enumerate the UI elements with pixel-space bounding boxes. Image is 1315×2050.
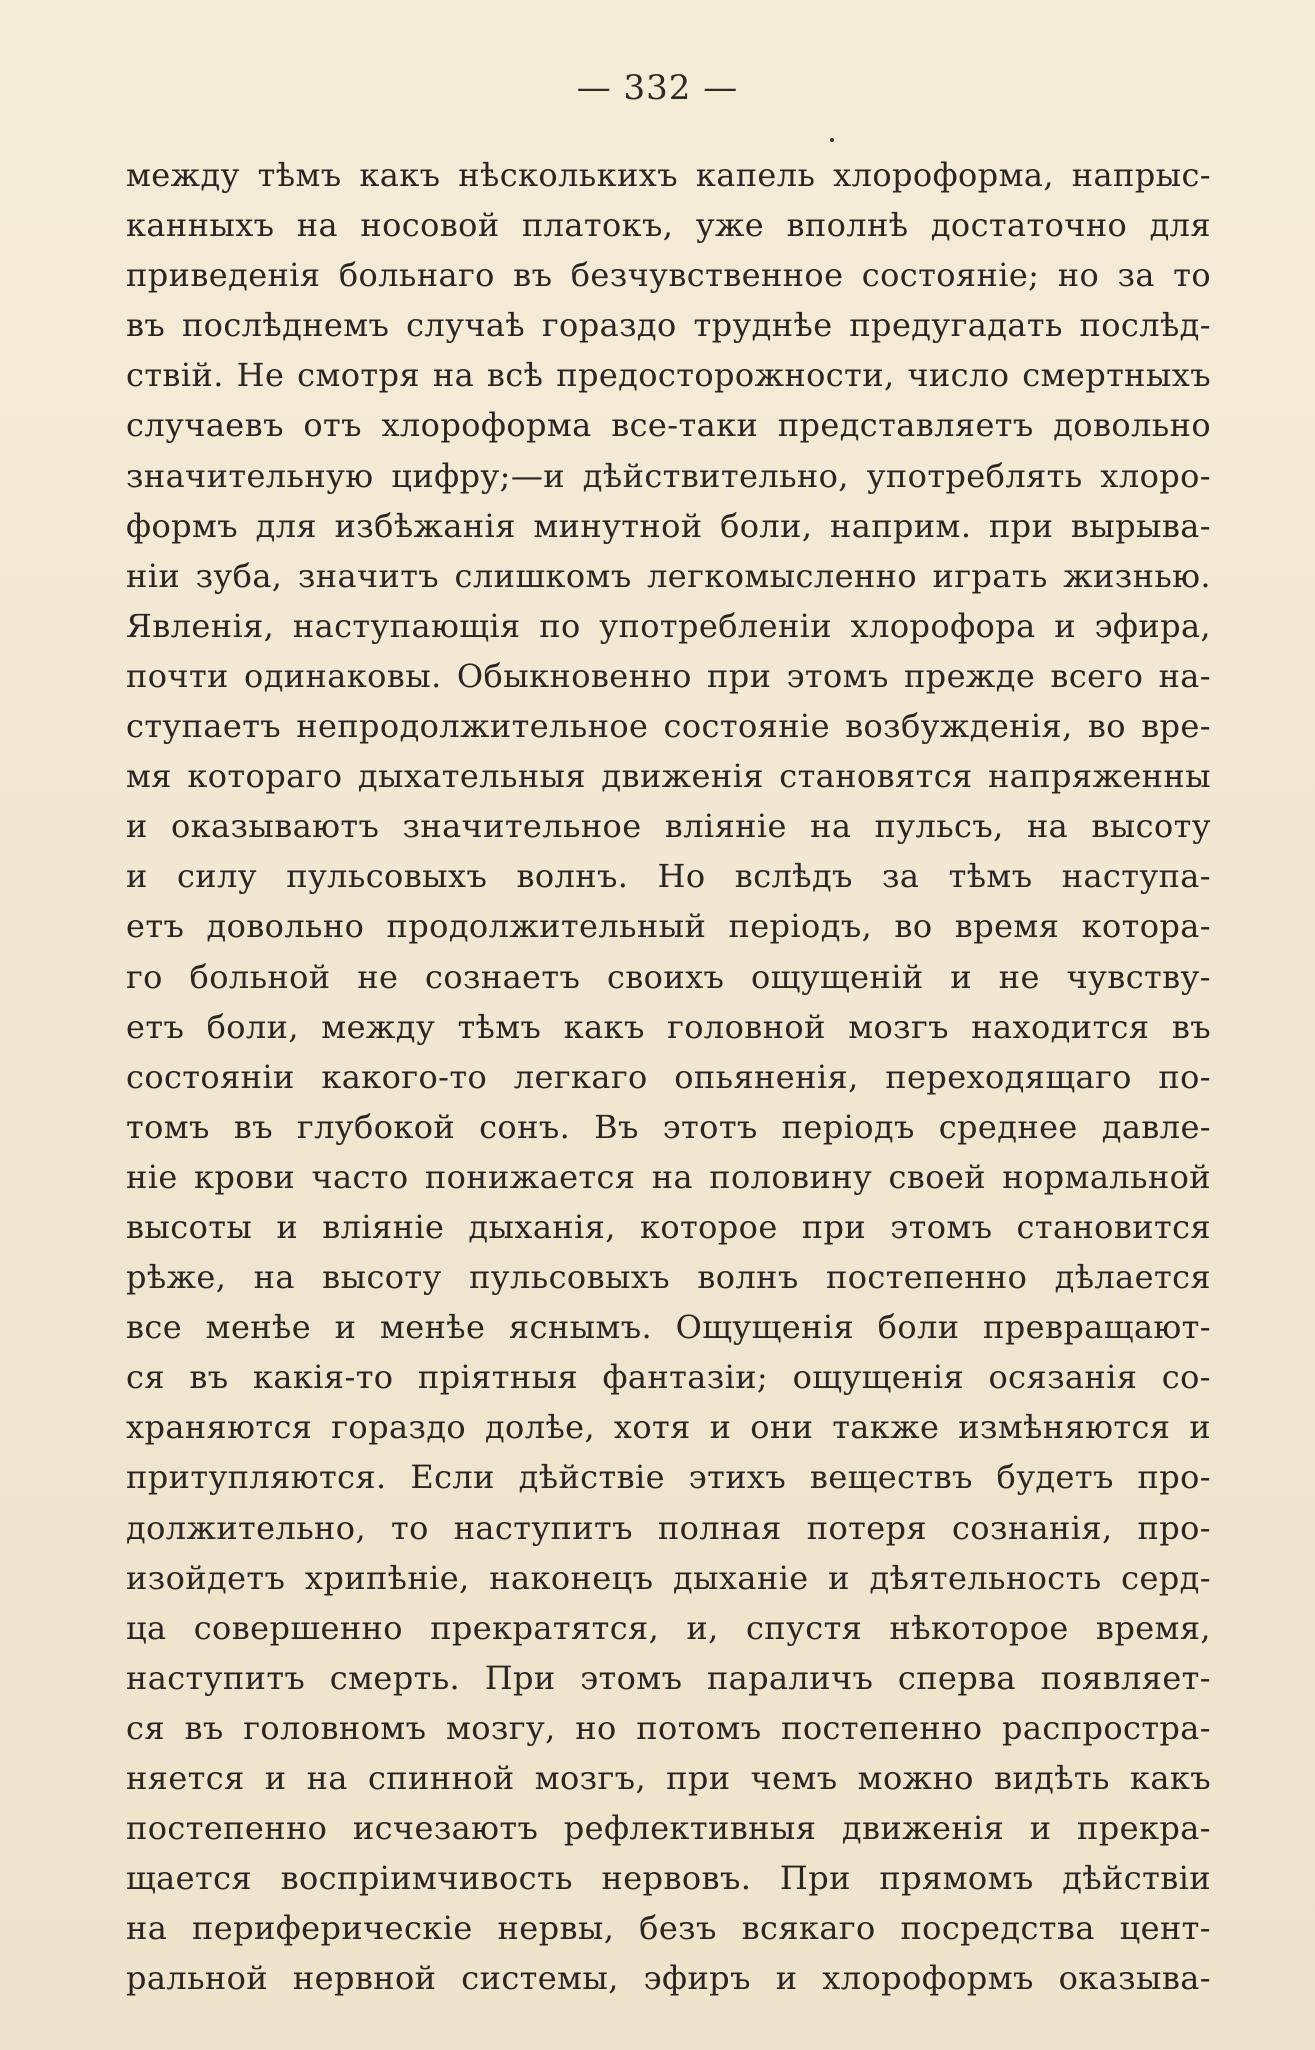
text-line: приведенія больнаго въ безчувственное состояніе; но за то [126,256,1211,295]
text-line: должительно, то наступитъ полная потеря сознанія, про- [126,1508,1211,1547]
text-line: томъ въ глубокой сонъ. Въ этотъ періодъ среднее давле- [126,1107,1211,1146]
text-line: притупляются. Если дѣйствіе этихъ веществъ будетъ про- [126,1458,1211,1497]
text-line: ся въ какія-то пріятныя фантазіи; ощущенія осязанія со- [126,1358,1211,1397]
text-line: ствій. Не смотря на всѣ предосторожности, число смертныхъ [126,356,1211,395]
page-number: — 332 — [576,68,739,108]
text-line: на периферическіе нервы, безъ всякаго посредства цент- [126,1909,1211,1948]
text-line: няется и на спинной мозгъ, при чемъ можно видѣть какъ [126,1759,1211,1797]
text-line: канныхъ на носовой платокъ, уже вполнѣ достаточно для [126,206,1211,245]
text-line: изойдетъ хрипѣніе, наконецъ дыханіе и дѣятельность серд- [126,1558,1211,1597]
text-line: значительную цифру;—и дѣйствительно, употреблять хлоро- [126,456,1211,495]
text-line: етъ довольно продолжительный періодъ, во время котора- [126,907,1211,946]
text-line: мя котораго дыхательныя движенія становятся напряженны [126,757,1211,796]
text-line: храняются гораздо долѣе, хотя и они также измѣняются и [126,1408,1211,1447]
text-line: случаевъ отъ хлороформа все-таки представляетъ довольно [126,406,1211,445]
text-line: въ послѣднемъ случаѣ гораздо труднѣе предугадать послѣд- [126,306,1211,345]
ink-speck [830,138,834,142]
text-line: и силу пульсовыхъ волнъ. Но вслѣдъ за тѣмъ наступа- [126,857,1211,896]
text-line: между тѣмъ какъ нѣсколькихъ капель хлороформа, напрыс- [126,156,1211,194]
text-line: почти одинаковы. Обыкновенно при этомъ прежде всего на- [126,656,1211,695]
text-line: состояніи какого-то легкаго опьяненія, переходящаго по- [126,1057,1211,1096]
text-line: постепенно исчезаютъ рефлективныя движенія и прекра- [126,1809,1211,1848]
text-line: ца совершенно прекратятся, и, спустя нѣкоторое время, [126,1608,1211,1647]
text-line: ніи зуба, значитъ слишкомъ легкомысленно играть жизнью. [126,556,1211,595]
text-line: ніе крови часто понижается на половину своей нормальной [126,1157,1211,1196]
body-text [126,150,1211,2003]
text-line: рѣже, на высоту пульсовыхъ волнъ постепенно дѣлается [126,1258,1211,1297]
text-line: етъ боли, между тѣмъ какъ головной мозгъ находится въ [126,1007,1211,1046]
text-line: все менѣе и менѣе яснымъ. Ощущенія боли превращают- [126,1308,1211,1347]
text-line: высоты и вліяніе дыханія, которое при этомъ становится [126,1207,1211,1246]
text-line: наступитъ смерть. При этомъ параличъ сперва появляет- [126,1658,1211,1697]
text-line: ральной нервной системы, эфиръ и хлороформъ оказыва- [126,1959,1211,1998]
text-line: формъ для избѣжанія минутной боли, наприм. при вырыва- [126,506,1211,545]
text-line: го больной не сознаетъ своихъ ощущеній и не чувству- [126,957,1211,996]
text-line: и оказываютъ значительное вліяніе на пульсъ, на высоту [126,807,1211,846]
text-line: Явленія, наступающія по употребленіи хлорофора и эфира, [126,606,1211,645]
text-line: ступаетъ непродолжительное состояніе возбужденія, во вре- [126,707,1211,746]
text-line: щается воспріимчивость нервовъ. При прямомъ дѣйствіи [126,1859,1211,1898]
text-line: ся въ головномъ мозгу, но потомъ постепенно распростра- [126,1708,1211,1747]
